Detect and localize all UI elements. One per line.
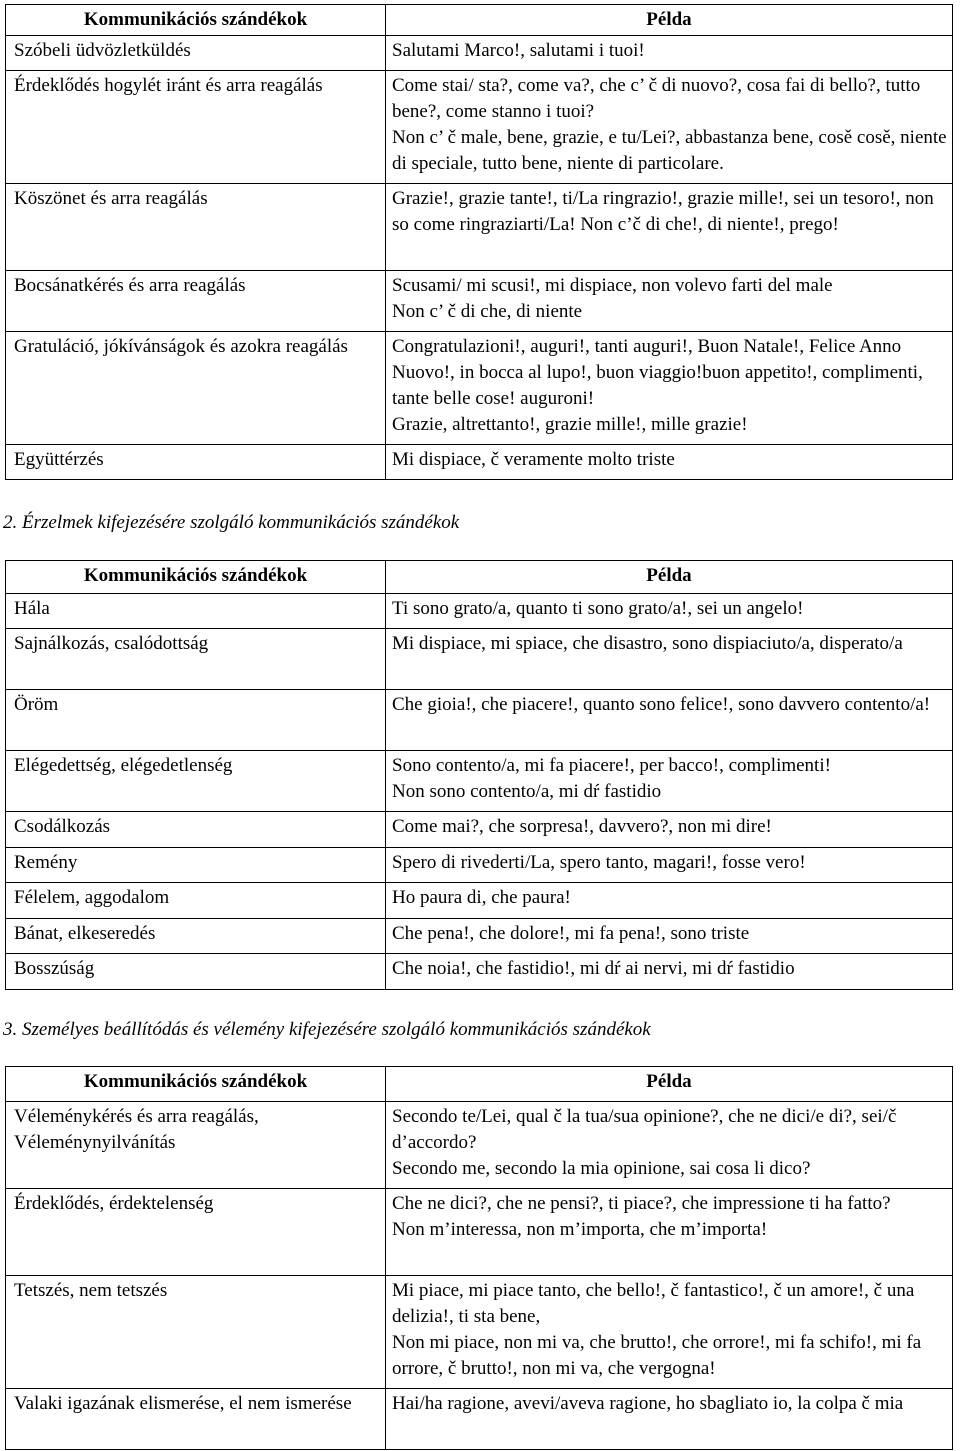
intent-cell: Elégedettség, elégedetlenség <box>14 755 233 776</box>
intent-cell: Öröm <box>14 694 59 715</box>
intent-cell: Véleménykérés és arra reagálás, Véleménynyilvánítás <box>14 1106 259 1153</box>
column-header-intent: Kommunikációs szándékok <box>6 5 386 36</box>
table-row <box>6 71 953 184</box>
intent-cell: Érdeklődés, érdektelenség <box>14 1193 214 1214</box>
table-communicative-intents-1 <box>5 4 953 480</box>
example-cell: Che pena!, che dolore!, mi fa pena!, sono triste <box>392 923 750 944</box>
example-cell: Ti sono grato/a, quanto ti sono grato/a!, sei un angelo! <box>392 598 804 619</box>
example-cell: Grazie!, grazie tante!, ti/La ringrazio!, grazie mille!, sei un tesoro!, non so come ringraziarti/La! Non c’č di che!, di niente!, prego! <box>392 188 934 235</box>
intent-cell: Bocsánatkérés és arra reagálás <box>14 275 246 296</box>
intent-cell: Bánat, elkeseredés <box>14 923 156 944</box>
column-header-example: Példa <box>386 5 953 36</box>
section-heading-opinions: 3. Személyes beállítódás és vélemény kifejezésére szolgáló kommunikációs szándékok <box>3 1019 651 1040</box>
intent-cell: Köszönet és arra reagálás <box>14 188 208 209</box>
table-row <box>6 184 953 271</box>
example-cell: Che gioia!, che piacere!, quanto sono felice!, sono davvero contento/a! <box>392 694 931 715</box>
table-row <box>6 848 953 883</box>
example-cell: Congratulazioni!, auguri!, tanti auguri!, Buon Natale!, Felice Anno Nuovo!, in bocca al lupo!, buon viaggio!buon appetito!, complimenti, tante belle cose! auguroni! Grazie, altrettanto!, grazie mille!, mille grazie! <box>392 336 923 435</box>
table-row <box>6 883 953 919</box>
example-cell: Spero di rivederti/La, spero tanto, magari!, fosse vero! <box>392 852 806 873</box>
intent-cell: Együttérzés <box>14 449 104 470</box>
example-cell: Secondo te/Lei, qual č la tua/sua opinione?, che ne dici/e di?, sei/č d’accordo? Secondo me, secondo la mia opinione, sai cosa li dico? <box>392 1106 897 1179</box>
example-cell: Salutami Marco!, salutami i tuoi! <box>392 40 645 61</box>
example-cell: Mi dispiace, č veramente molto triste <box>392 449 675 470</box>
table-row <box>6 954 953 990</box>
table-row <box>6 1389 953 1450</box>
example-cell: Sono contento/a, mi fa piacere!, per bacco!, complimenti! Non sono contento/a, mi dŕ fastidio <box>392 755 831 802</box>
table-row <box>6 812 953 848</box>
intent-cell: Tetszés, nem tetszés <box>14 1280 168 1301</box>
table-row <box>6 751 953 812</box>
table-header-row <box>6 5 953 36</box>
example-cell: Che noia!, che fastidio!, mi dŕ ai nervi, mi dŕ fastidio <box>392 958 795 979</box>
intent-cell: Remény <box>14 852 78 873</box>
table-row <box>6 1102 953 1189</box>
column-header-example: Példa <box>386 1067 953 1102</box>
example-cell: Mi dispiace, mi spiace, che disastro, sono dispiaciuto/a, disperato/a <box>392 633 903 654</box>
table-row <box>6 1276 953 1389</box>
table-row <box>6 36 953 71</box>
table-header-row <box>6 561 953 594</box>
intent-cell: Hála <box>14 598 50 619</box>
intent-cell: Érdeklődés hogylét iránt és arra reagálás <box>14 75 323 96</box>
column-header-example: Példa <box>386 561 953 594</box>
table-row <box>6 919 953 954</box>
column-header-intent: Kommunikációs szándékok <box>6 1067 386 1102</box>
example-cell: Come stai/ sta?, come va?, che c’ č di nuovo?, cosa fai di bello?, tutto bene?, come stanno i tuoi? Non c’ č male, bene, grazie, e tu/Lei?, abbastanza bene, cosě cosě, niente di speciale, tutto bene, niente di particolare. <box>392 75 947 174</box>
intent-cell: Sajnálkozás, csalódottság <box>14 633 209 654</box>
intent-cell: Gratuláció, jókívánságok és azokra reagálás <box>14 336 348 357</box>
example-cell: Hai/ha ragione, avevi/aveva ragione, ho sbagliato io, la colpa č mia <box>392 1393 904 1414</box>
intent-cell: Félelem, aggodalom <box>14 887 170 908</box>
intent-cell: Bosszúság <box>14 958 95 979</box>
table-row <box>6 629 953 690</box>
table-row <box>6 445 953 480</box>
example-cell: Mi piace, mi piace tanto, che bello!, č fantastico!, č un amore!, č una delizia!, ti sta bene, Non mi piace, non mi va, che brutto!, che orrore!, mi fa schifo!, mi fa orrore, č brutto!, non mi va, che vergogna! <box>392 1280 922 1379</box>
table-row <box>6 1189 953 1276</box>
intent-cell: Valaki igazának elismerése, el nem ismerése <box>14 1393 352 1414</box>
table-header-row <box>6 1067 953 1102</box>
table-row <box>6 332 953 445</box>
column-header-intent: Kommunikációs szándékok <box>6 561 386 594</box>
example-cell: Scusami/ mi scusi!, mi dispiace, non volevo farti del male Non c’ č di che, di niente <box>392 275 833 322</box>
table-row <box>6 594 953 629</box>
intent-cell: Csodálkozás <box>14 816 111 837</box>
example-cell: Che ne dici?, che ne pensi?, ti piace?, che impressione ti ha fatto? Non m’interessa, non m’importa, che m’importa! <box>392 1193 891 1240</box>
table-row <box>6 271 953 332</box>
section-heading-emotions: 2. Érzelmek kifejezésére szolgáló kommunikációs szándékok <box>3 512 460 533</box>
intent-cell: Szóbeli üdvözletküldés <box>14 40 191 61</box>
table-communicative-intents-2 <box>5 560 953 990</box>
example-cell: Ho paura di, che paura! <box>392 887 571 908</box>
table-row <box>6 690 953 751</box>
table-communicative-intents-3 <box>5 1066 953 1450</box>
example-cell: Come mai?, che sorpresa!, davvero?, non mi dire! <box>392 816 772 837</box>
